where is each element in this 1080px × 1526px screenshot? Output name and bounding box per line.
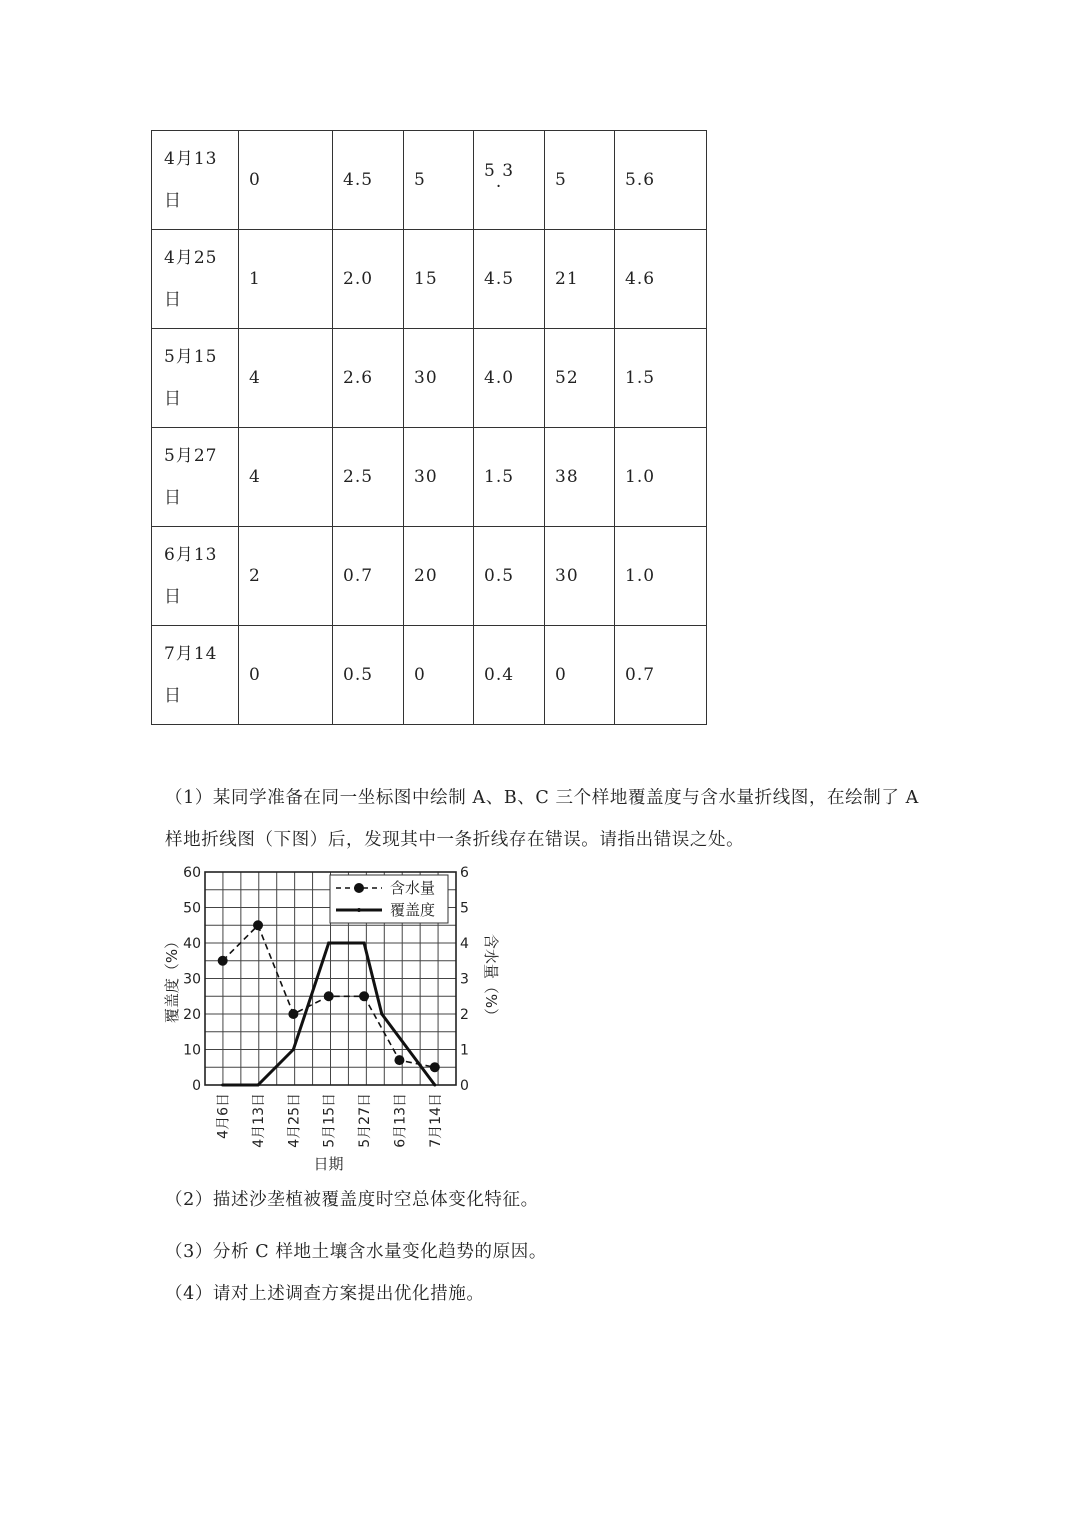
y2-tick-label: 5 bbox=[460, 900, 469, 917]
x-tick-label: 4月13日 bbox=[251, 1093, 268, 1148]
data-point-water bbox=[288, 1009, 298, 1019]
y2-tick-label: 3 bbox=[460, 971, 469, 988]
question-4: （4）请对上述调查方案提出优化措施。 bbox=[165, 1284, 485, 1304]
y2-axis-label: 含水量（%） bbox=[482, 933, 500, 1024]
question-1-line-2: 样地折线图（下图）后，发现其中一条折线存在错误。请指出错误之处。 bbox=[165, 830, 745, 850]
table-row bbox=[152, 527, 707, 626]
table-cell: 0 bbox=[239, 131, 333, 230]
y-tick-label: 10 bbox=[183, 1042, 201, 1059]
table-row bbox=[152, 626, 707, 725]
y-tick-label: 60 bbox=[183, 865, 201, 881]
y-tick-label: 50 bbox=[183, 900, 201, 917]
data-point-water bbox=[394, 1055, 404, 1065]
table-cell: 2.6 bbox=[333, 329, 404, 428]
x-axis-label: 日期 bbox=[313, 1155, 344, 1173]
table-cell: 1.0 bbox=[615, 527, 707, 626]
table-cell: 0.7 bbox=[333, 527, 404, 626]
table-cell: 0 bbox=[239, 626, 333, 725]
table-cell: 0.5 bbox=[333, 626, 404, 725]
table-cell: 38 bbox=[545, 428, 615, 527]
table-cell: 0 bbox=[404, 626, 474, 725]
data-point-water bbox=[430, 1062, 440, 1072]
table-row bbox=[152, 230, 707, 329]
data-point-coverage bbox=[221, 1084, 224, 1087]
table-cell-date: 6月13 日 bbox=[152, 527, 239, 626]
table-cell: 5 bbox=[545, 131, 615, 230]
table-cell: 4.5 bbox=[474, 230, 545, 329]
table-cell: 1.5 bbox=[615, 329, 707, 428]
table-row bbox=[152, 428, 707, 527]
table-cell: 0 bbox=[545, 626, 615, 725]
y2-tick-label: 6 bbox=[460, 865, 469, 881]
data-table bbox=[151, 130, 707, 725]
table-cell: 2.5 bbox=[333, 428, 404, 527]
table-cell: 1.5 bbox=[474, 428, 545, 527]
data-point-coverage bbox=[363, 942, 366, 945]
table-cell: 52 bbox=[545, 329, 615, 428]
y-tick-label: 30 bbox=[183, 971, 201, 988]
x-tick-label: 4月25日 bbox=[286, 1093, 303, 1148]
y2-tick-label: 0 bbox=[460, 1078, 469, 1094]
x-tick-label: 5月15日 bbox=[321, 1093, 338, 1148]
table-cell: 0.5 bbox=[474, 527, 545, 626]
table-cell: 30 bbox=[404, 329, 474, 428]
legend-label: 覆盖度 bbox=[390, 901, 436, 919]
data-point-coverage bbox=[433, 1084, 436, 1087]
table-cell: 4.0 bbox=[474, 329, 545, 428]
data-point-water bbox=[218, 956, 228, 966]
question-3: （3）分析 C 样地土壤含水量变化趋势的原因。 bbox=[165, 1242, 547, 1262]
table-cell: 30 bbox=[545, 527, 615, 626]
legend-marker-water bbox=[354, 883, 364, 893]
y-tick-label: 20 bbox=[183, 1007, 201, 1023]
line-chart bbox=[150, 855, 510, 1185]
table-row bbox=[152, 131, 707, 230]
table-cell-date: 5月15 日 bbox=[152, 329, 239, 428]
y-tick-label: 0 bbox=[192, 1078, 201, 1094]
legend-marker-coverage bbox=[357, 908, 361, 912]
y-axis-label: 覆盖度（%） bbox=[163, 933, 181, 1024]
table-cell: 5 3 · bbox=[474, 131, 545, 230]
data-point-water bbox=[324, 991, 334, 1001]
table-cell: 20 bbox=[404, 527, 474, 626]
data-point-water bbox=[359, 991, 369, 1001]
table-cell: 4.5 bbox=[333, 131, 404, 230]
table-cell: 5 bbox=[404, 131, 474, 230]
table-cell: 1 bbox=[239, 230, 333, 329]
y2-tick-label: 4 bbox=[460, 936, 469, 952]
table-cell: 30 bbox=[404, 428, 474, 527]
question-2: （2）描述沙垄植被覆盖度时空总体变化特征。 bbox=[165, 1190, 539, 1210]
table-cell: 4 bbox=[239, 428, 333, 527]
question-1-line-1: （1）某同学准备在同一坐标图中绘制 A、B、C 三个样地覆盖度与含水量折线图，在绘制了 A bbox=[165, 788, 919, 808]
table-cell: 4.6 bbox=[615, 230, 707, 329]
table-cell-date: 7月14 日 bbox=[152, 626, 239, 725]
data-point-coverage bbox=[257, 1084, 260, 1087]
data-point-coverage bbox=[327, 942, 330, 945]
y2-tick-label: 2 bbox=[460, 1007, 469, 1023]
table-cell: 5.6 bbox=[615, 131, 707, 230]
x-tick-label: 4月6日 bbox=[215, 1093, 232, 1139]
table-cell: 4 bbox=[239, 329, 333, 428]
y-tick-label: 40 bbox=[183, 936, 201, 952]
x-tick-label: 5月27日 bbox=[357, 1093, 374, 1148]
table-cell-date: 4月25 日 bbox=[152, 230, 239, 329]
data-point-coverage bbox=[380, 1013, 383, 1016]
legend-label: 含水量 bbox=[390, 879, 436, 897]
table-cell: 1.0 bbox=[615, 428, 707, 527]
x-tick-label: 6月13日 bbox=[392, 1093, 409, 1148]
table-cell: 0.7 bbox=[615, 626, 707, 725]
data-point-coverage bbox=[292, 1048, 295, 1051]
table-cell-date: 4月13 日 bbox=[152, 131, 239, 230]
data-point-water bbox=[253, 920, 263, 930]
table-cell: 15 bbox=[404, 230, 474, 329]
y2-tick-label: 1 bbox=[460, 1042, 469, 1059]
table-row bbox=[152, 329, 707, 428]
table-cell: 21 bbox=[545, 230, 615, 329]
x-tick-label: 7月14日 bbox=[427, 1093, 444, 1148]
table-cell: 0.4 bbox=[474, 626, 545, 725]
table-cell-date: 5月27 日 bbox=[152, 428, 239, 527]
table-cell: 2 bbox=[239, 527, 333, 626]
table-cell: 2.0 bbox=[333, 230, 404, 329]
